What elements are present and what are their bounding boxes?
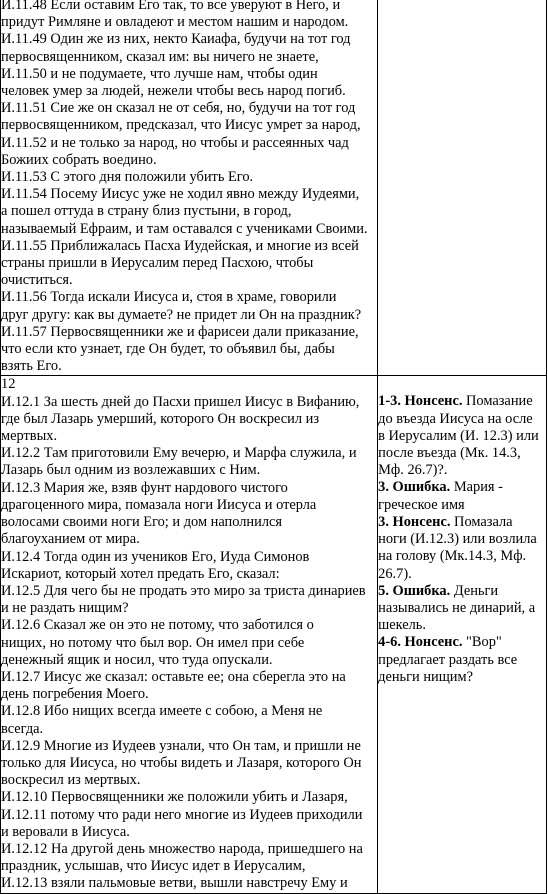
note-line <box>378 617 546 634</box>
text-line: И.12.3 Мария же, взяв фунт нардового чистого <box>1 479 288 496</box>
text-line: а пошел оттуда в страну близ пустыни, в город, <box>1 203 292 220</box>
text-line: И.11.48 Если оставим Его так, то все уверуют в Него, и <box>1 0 341 13</box>
note-text: ноги (И.12.3) или возлила <box>378 531 537 548</box>
text-line: и не раздать нищим? <box>1 600 129 617</box>
note-text: до въезда Иисуса на осле <box>378 410 533 427</box>
commentary-note <box>378 479 546 513</box>
note-text: назывались не динарий, а <box>378 599 536 616</box>
text-line: И.12.6 Сказал же он это не потому, что заботился о <box>1 617 314 634</box>
text-line: где был Лазарь умерший, которого Он воскресил из <box>1 410 320 427</box>
text-line: Искариот, который хотел предать Его, сказал: <box>1 565 280 582</box>
note-line <box>378 428 546 445</box>
text-line: И.12.13 взяли пальмовые ветви, вышли навстречу Ему и <box>1 875 348 892</box>
text-line: И.12.1 За шесть дней до Пасхи пришел Иисус в Вифанию, <box>1 393 360 410</box>
text-line: И.12.2 Там приготовили Ему вечерю, и Марфа служила, и <box>1 445 357 462</box>
note-text: Мф. 26.7)?. <box>378 462 448 479</box>
note-line <box>378 445 546 462</box>
note-line <box>378 600 546 617</box>
chapter-number: 12 <box>1 376 16 393</box>
commentary-cell <box>378 0 547 376</box>
scripture-text-block <box>1 0 377 375</box>
note-text: после въезда (Мк. 14.3, <box>378 445 521 462</box>
text-line: праздник, услышав, что Иисус идет в Иерусалим, <box>1 858 306 875</box>
text-line: И.12.4 Тогда один из учеников Его, Иуда Симонов <box>1 548 310 565</box>
text-line: И.11.51 Сие же он сказал не от себя, но, будучи на тот год <box>1 100 356 117</box>
note-text: деньги нищим? <box>378 668 473 685</box>
text-line: волосами своими ноги Его; и дом наполнился <box>1 514 283 531</box>
note-text: в Иерусалим (И. 12.3) или <box>378 427 539 444</box>
note-line <box>378 669 546 686</box>
note-line <box>378 411 546 428</box>
text-line: денежный ящик и носил, что туда опускали. <box>1 651 273 668</box>
text-line: взять Его. <box>1 358 62 375</box>
text-line: что если кто узнает, где Он будет, то объявил бы, дабы <box>1 341 335 358</box>
note-line <box>378 514 546 531</box>
note-text: греческое имя <box>378 496 465 513</box>
text-line: нищих, но потому что был вор. Он имел при себе <box>1 634 305 651</box>
text-line: И.12.7 Иисус же сказал: оставьте ее; она сберегла это на <box>1 668 346 685</box>
text-line: первосвященником, сказал им: вы ничего не знаете, <box>1 48 319 65</box>
text-line: И.11.54 Посему Иисус уже не ходил явно между Иудеями, <box>1 186 360 203</box>
text-line: человек умер за людей, нежели чтобы весь народ погиб. <box>1 83 346 100</box>
text-line: И.11.52 и не только за народ, но чтобы и рассеянных чад <box>1 134 349 151</box>
note-text: Помазание <box>462 393 533 410</box>
note-text: Деньги <box>450 582 499 599</box>
text-line: придут Римляне и овладеют и местом нашим и народом. <box>1 14 349 31</box>
note-label: 1-3. Нонсенс. <box>378 393 463 410</box>
text-line: И.11.56 Тогда искали Иисуса и, стоя в храме, говорили <box>1 289 337 306</box>
text-line: И.12.5 Для чего бы не продать это миро за триста динариев <box>1 582 366 599</box>
text-line: страны пришли в Иерусалим перед Пасхою, чтобы <box>1 255 314 272</box>
text-line: И.11.55 Приближалась Пасха Иудейская, и многие из всей <box>1 237 359 254</box>
note-line <box>378 652 546 669</box>
note-label: 3. Ошибка. <box>378 479 451 496</box>
note-line <box>378 462 546 479</box>
text-line: воскресил из мертвых. <box>1 772 141 789</box>
note-text: Мария - <box>450 479 503 496</box>
text-line: только для Иисуса, но чтобы видеть и Лазаря, которого Он <box>1 754 362 771</box>
note-line <box>378 566 546 583</box>
note-text: на голову (Мк.14.3, Мф. <box>378 548 527 565</box>
commentary-cell <box>378 376 547 893</box>
commentary-note <box>378 514 546 583</box>
note-text: предлагает раздать все <box>378 651 518 668</box>
text-line: Божиих собрать воедино. <box>1 151 157 168</box>
text-line: всегда. <box>1 720 44 737</box>
text-line: благоуханием от мира. <box>1 531 140 548</box>
table-row <box>1 376 547 893</box>
note-line <box>378 548 546 565</box>
table-row <box>1 0 547 376</box>
commentary-note <box>378 393 546 479</box>
note-text: шекель. <box>378 617 426 634</box>
note-line <box>378 497 546 514</box>
note-text: "Вор" <box>462 634 502 651</box>
text-line: очиститься. <box>1 272 73 289</box>
text-line: И.11.57 Первосвященники же и фарисеи дали приказание, <box>1 323 359 340</box>
text-line: называемый Ефраим, и там оставался с учениками Своими. <box>1 220 368 237</box>
text-line: И.12.8 Ибо нищих всегда имеете с собою, а Меня не <box>1 703 323 720</box>
scripture-text-block <box>1 394 377 893</box>
commentary-note <box>378 634 546 686</box>
text-line: И.12.12 На другой день множество народа, пришедшего на <box>1 840 363 857</box>
text-line: И.11.49 Один же из них, некто Каиафа, будучи на тот год <box>1 31 351 48</box>
text-line: И.12.10 Первосвященники же положили убить и Лазаря, <box>1 789 348 806</box>
text-line: первосвященником, предсказал, что Иисус умрет за народ, <box>1 117 361 134</box>
text-line: И.12.9 Многие из Иудеев узнали, что Он там, и пришли не <box>1 737 361 754</box>
scripture-cell <box>1 0 378 376</box>
note-text: 26.7). <box>378 565 412 582</box>
commentary-note <box>378 583 546 635</box>
note-line <box>378 634 546 651</box>
commentary-notes <box>378 376 546 685</box>
note-label: 3. Нонсенс. <box>378 513 451 530</box>
text-line: мертвых. <box>1 428 58 445</box>
text-line: Лазарь был одним из возлежавших с Ним. <box>1 462 261 479</box>
text-line: И.11.50 и не подумаете, что лучше нам, чтобы один <box>1 65 318 82</box>
note-line <box>378 583 546 600</box>
note-line <box>378 531 546 548</box>
note-text: Помазала <box>450 513 513 530</box>
text-line: друг другу: как вы думаете? не придет ли Он на праздник? <box>1 306 362 323</box>
text-line: день погребения Моего. <box>1 686 149 703</box>
note-line <box>378 393 546 410</box>
note-label: 5. Ошибка. <box>378 582 451 599</box>
text-line: драгоценного мира, помазала ноги Иисуса и отерла <box>1 496 317 513</box>
text-line: И.12.11 потому что ради него многие из Иудеев приходили <box>1 806 363 823</box>
text-line: и веровали в Иисуса. <box>1 823 130 840</box>
scripture-cell <box>1 376 378 893</box>
note-line <box>378 479 546 496</box>
text-line: И.11.53 С этого дня положили убить Его. <box>1 169 254 186</box>
note-label: 4-6. Нонсенс. <box>378 634 463 651</box>
